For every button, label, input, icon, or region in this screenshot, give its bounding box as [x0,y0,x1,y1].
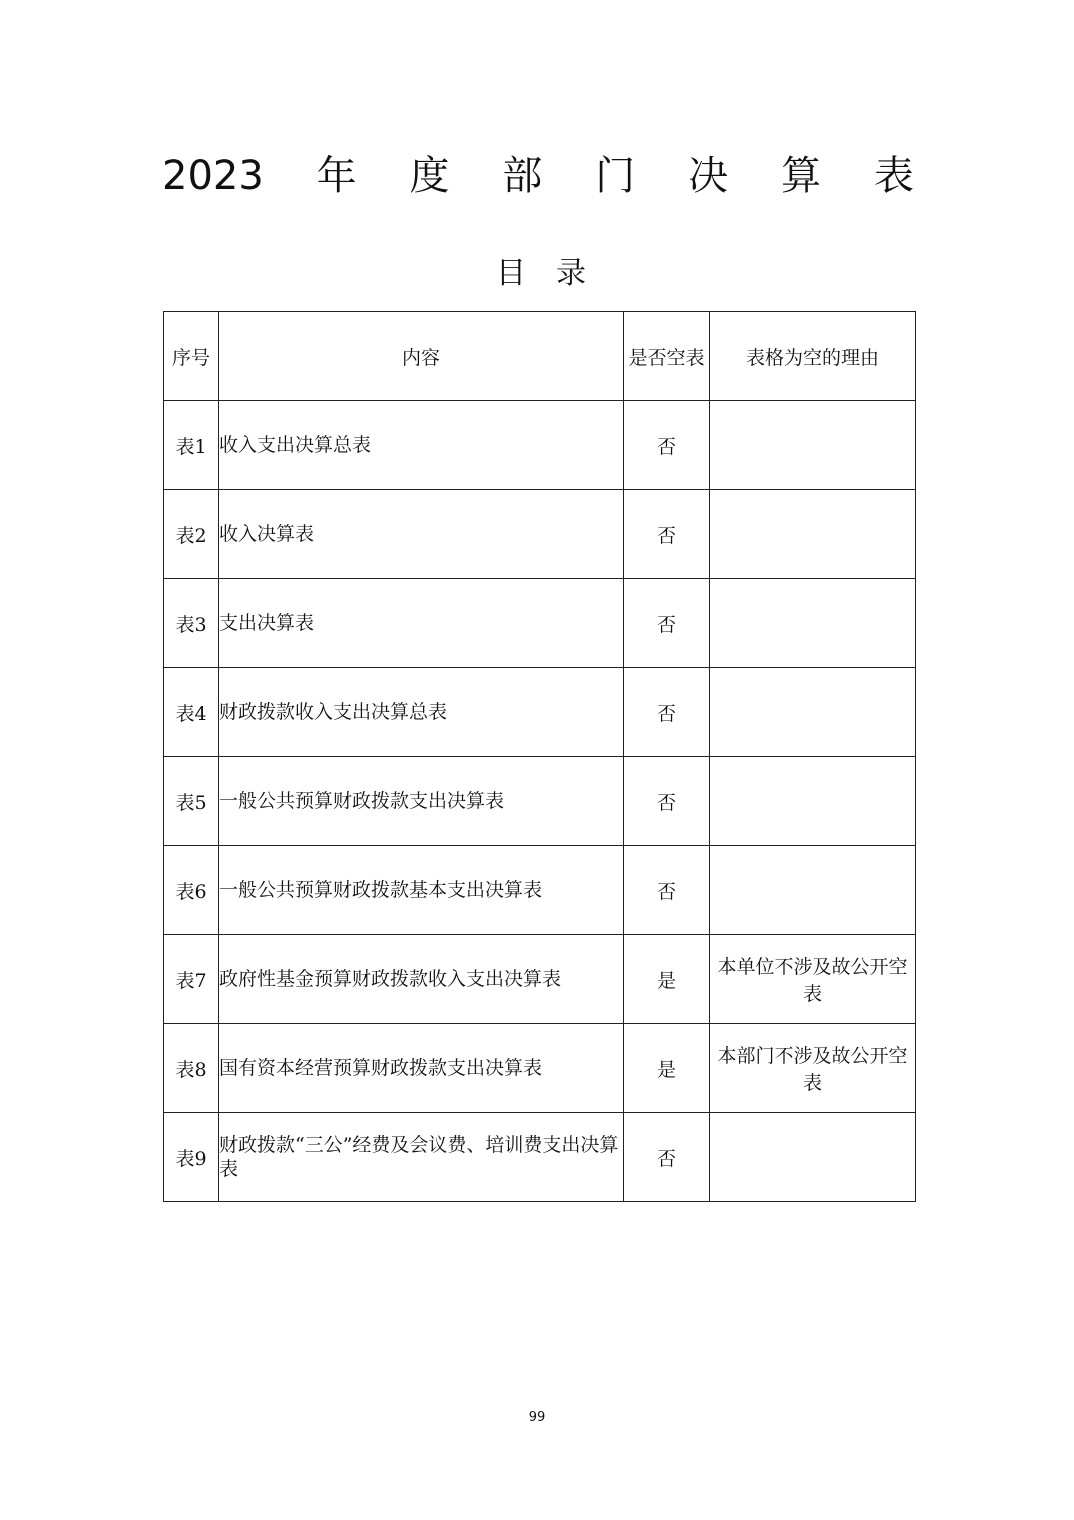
table-row [164,579,916,668]
title-char: 表 [873,153,914,199]
row-reason [710,490,916,579]
row-reason [710,1113,916,1202]
row-is-empty: 否 [624,401,710,490]
header-seq: 序号 [164,312,219,401]
table-row [164,490,916,579]
row-is-empty: 否 [624,757,710,846]
row-content: 收入决算表 [219,490,624,579]
subtitle-char: 目 [496,256,526,291]
table-row [164,401,916,490]
section-heading-toc [496,248,586,292]
row-content: 一般公共预算财政拨款基本支出决算表 [219,846,624,935]
row-seq: 表6 [164,846,219,935]
row-seq: 表8 [164,1024,219,1113]
row-reason: 本单位不涉及故公开空表 [710,935,916,1024]
title-char: 年 [316,153,357,199]
subtitle-char: 录 [556,256,586,291]
row-seq: 表3 [164,579,219,668]
page-title [162,148,914,204]
header-content: 内容 [219,312,624,401]
row-is-empty: 是 [624,1024,710,1113]
title-char: 度 [409,153,450,199]
row-is-empty: 否 [624,668,710,757]
row-content: 财政拨款收入支出决算总表 [219,668,624,757]
table-row [164,757,916,846]
row-content: 财政拨款“三公”经费及会议费、培训费支出决算表 [219,1113,624,1202]
row-content: 一般公共预算财政拨款支出决算表 [219,757,624,846]
page-number: 99 [528,1410,546,1425]
table-row [164,668,916,757]
row-reason: 本部门不涉及故公开空表 [710,1024,916,1113]
table-header-row [164,312,916,401]
row-is-empty: 否 [624,846,710,935]
header-is-empty: 是否空表 [624,312,710,401]
row-is-empty: 否 [624,579,710,668]
row-reason [710,757,916,846]
title-char: 门 [595,153,636,199]
table-row [164,1024,916,1113]
row-reason [710,846,916,935]
row-content: 国有资本经营预算财政拨款支出决算表 [219,1024,624,1113]
title-char: 决 [688,153,729,199]
table-row [164,935,916,1024]
row-is-empty: 否 [624,490,710,579]
row-seq: 表4 [164,668,219,757]
row-reason [710,401,916,490]
title-char: 算 [781,153,822,199]
row-content: 收入支出决算总表 [219,401,624,490]
row-seq: 表7 [164,935,219,1024]
table-row [164,1113,916,1202]
row-reason [710,668,916,757]
row-is-empty: 是 [624,935,710,1024]
row-seq: 表5 [164,757,219,846]
title-char: 部 [502,153,543,199]
row-content: 支出决算表 [219,579,624,668]
row-seq: 表2 [164,490,219,579]
row-reason [710,579,916,668]
table-row [164,846,916,935]
row-seq: 表9 [164,1113,219,1202]
row-seq: 表1 [164,401,219,490]
contents-table [163,311,916,1202]
title-year: 2023 [162,153,264,199]
row-content: 政府性基金预算财政拨款收入支出决算表 [219,935,624,1024]
row-is-empty: 否 [624,1113,710,1202]
header-reason: 表格为空的理由 [710,312,916,401]
